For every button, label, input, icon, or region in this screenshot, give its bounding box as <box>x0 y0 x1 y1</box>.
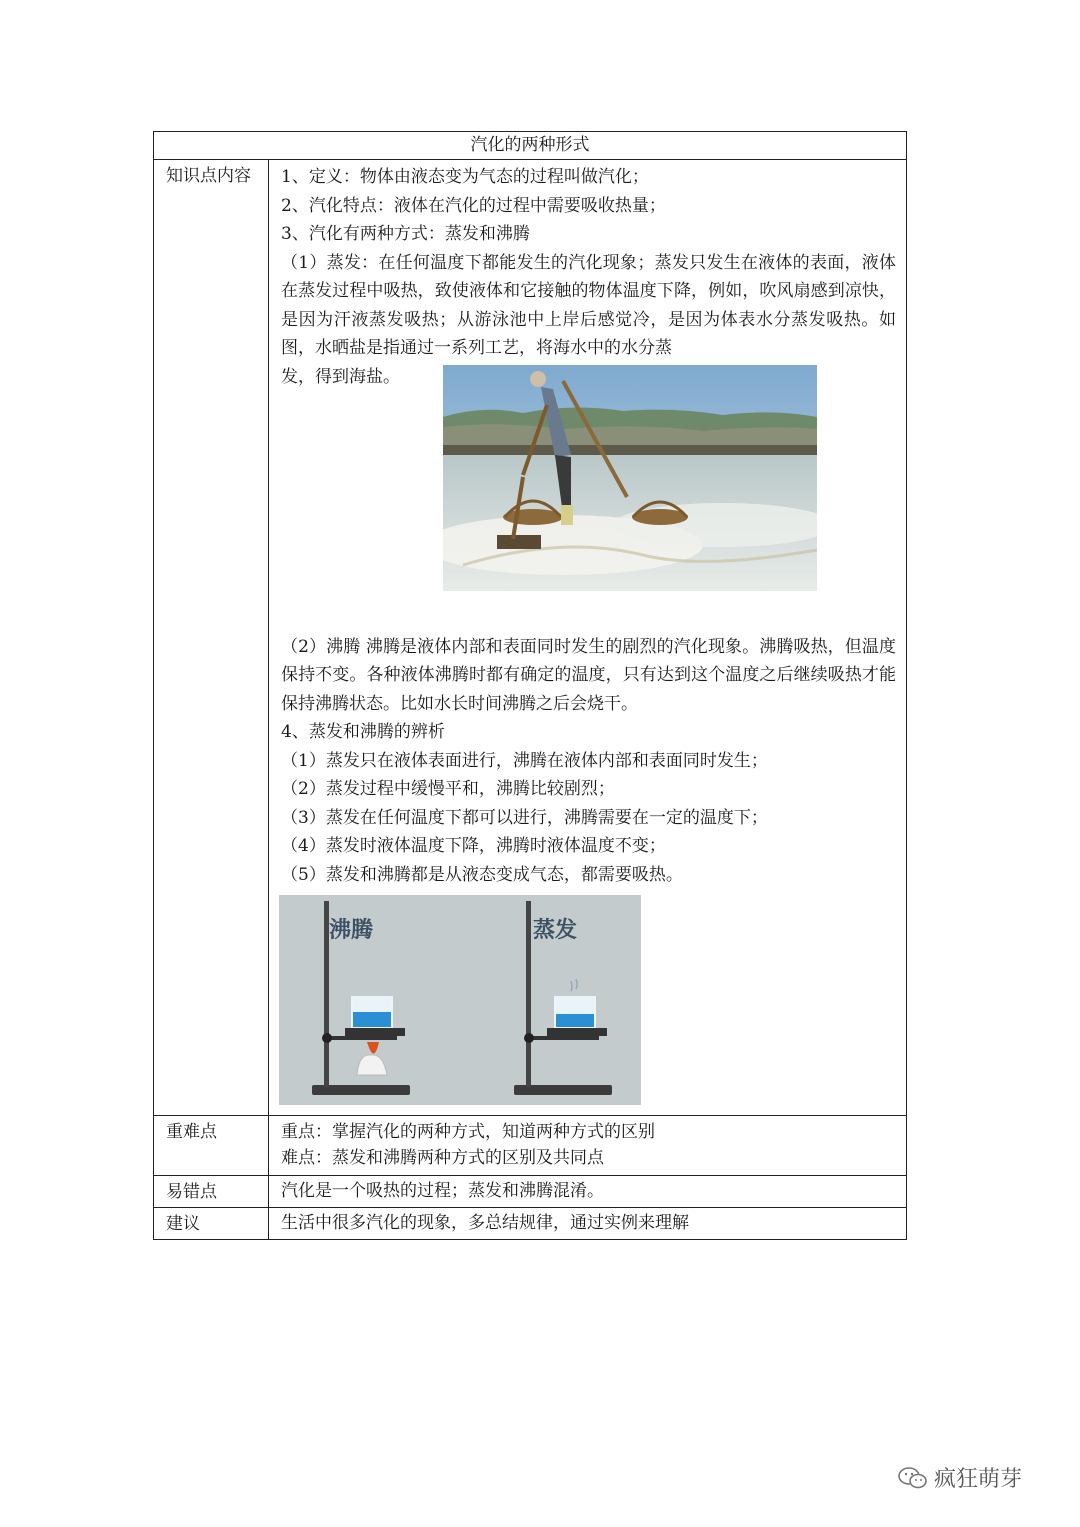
key-point-line: 重点：掌握汽化的两种方式，知道两种方式的区别 <box>281 1122 655 1142</box>
compare-item: （3）蒸发在任何温度下都可以进行，沸腾需要在一定的温度下； <box>281 807 768 828</box>
evaporation-paragraph: （1）蒸发：在任何温度下都能发生的汽化现象；蒸发只发生在液体的表面，液体在蒸发过程中吸热，致使液体和它接触的物体温度下降，例如，吹风扇感到凉快，是因为汗液蒸发吸热；从游泳池中上岸后感觉冷，是因为体表水分蒸发吸热。如图，水晒盐是指通过一系列工艺，将海水中的水分蒸 <box>281 252 896 358</box>
compare-item: （5）蒸发和沸腾都是从液态变成气态，都需要吸热。 <box>281 864 683 885</box>
definition-line: 1、定义：物体由液态变为气态的过程叫做汽化； <box>281 167 649 187</box>
compare-item: （4）蒸发时液体温度下降，沸腾时液体温度不变； <box>281 836 666 856</box>
mistakes-text: 汽化是一个吸热的过程；蒸发和沸腾混淆。 <box>281 1181 604 1201</box>
row-label-key-points: 重难点 <box>154 1116 269 1176</box>
row-label-knowledge: 知识点内容 <box>154 160 269 1116</box>
wechat-icon <box>898 1466 928 1490</box>
watermark-text: 疯狂萌芽 <box>934 1467 1023 1492</box>
compare-heading: 4、蒸发和沸腾的辨析 <box>281 722 445 742</box>
mistakes-content <box>269 1176 907 1208</box>
boiling-paragraph: （2）沸腾 沸腾是液体内部和表面同时发生的剧烈的汽化现象。沸腾吸热，但温度保持不变。各种液体沸腾时都有确定的温度，只有达到这个温度之后继续吸热才能保持沸腾状态。比如水长时间沸腾之后会烧干。 <box>281 636 896 714</box>
key-points-content <box>269 1116 907 1176</box>
row-label-advice: 建议 <box>154 1208 269 1240</box>
table-title: 汽化的两种形式 <box>154 132 907 160</box>
evaporation-figure-label: 蒸发 <box>533 918 578 943</box>
compare-item: （2）蒸发过程中缓慢平和，沸腾比较剧烈； <box>281 779 615 799</box>
feature-line: 2、汽化特点：液体在汽化的过程中需要吸收热量； <box>281 195 666 216</box>
salt-field-photo <box>443 365 817 591</box>
boiling-evaporation-figure <box>279 895 641 1105</box>
knowledge-table <box>153 131 907 1240</box>
watermark <box>898 1462 1022 1493</box>
evaporation-tail: 发，得到海盐。 <box>281 366 400 387</box>
row-label-mistakes: 易错点 <box>154 1176 269 1208</box>
methods-line: 3、汽化有两种方式：蒸发和沸腾 <box>281 224 530 244</box>
compare-item: （1）蒸发只在液体表面进行，沸腾在液体内部和表面同时发生； <box>281 750 768 771</box>
difficulty-line: 难点：蒸发和沸腾两种方式的区别及共同点 <box>281 1148 604 1168</box>
boiling-figure-label: 沸腾 <box>329 918 374 943</box>
knowledge-content <box>269 160 907 1116</box>
advice-content <box>269 1208 907 1240</box>
salt-photo-block <box>281 363 896 633</box>
advice-text: 生活中很多汽化的现象，多总结规律，通过实例来理解 <box>281 1213 689 1233</box>
